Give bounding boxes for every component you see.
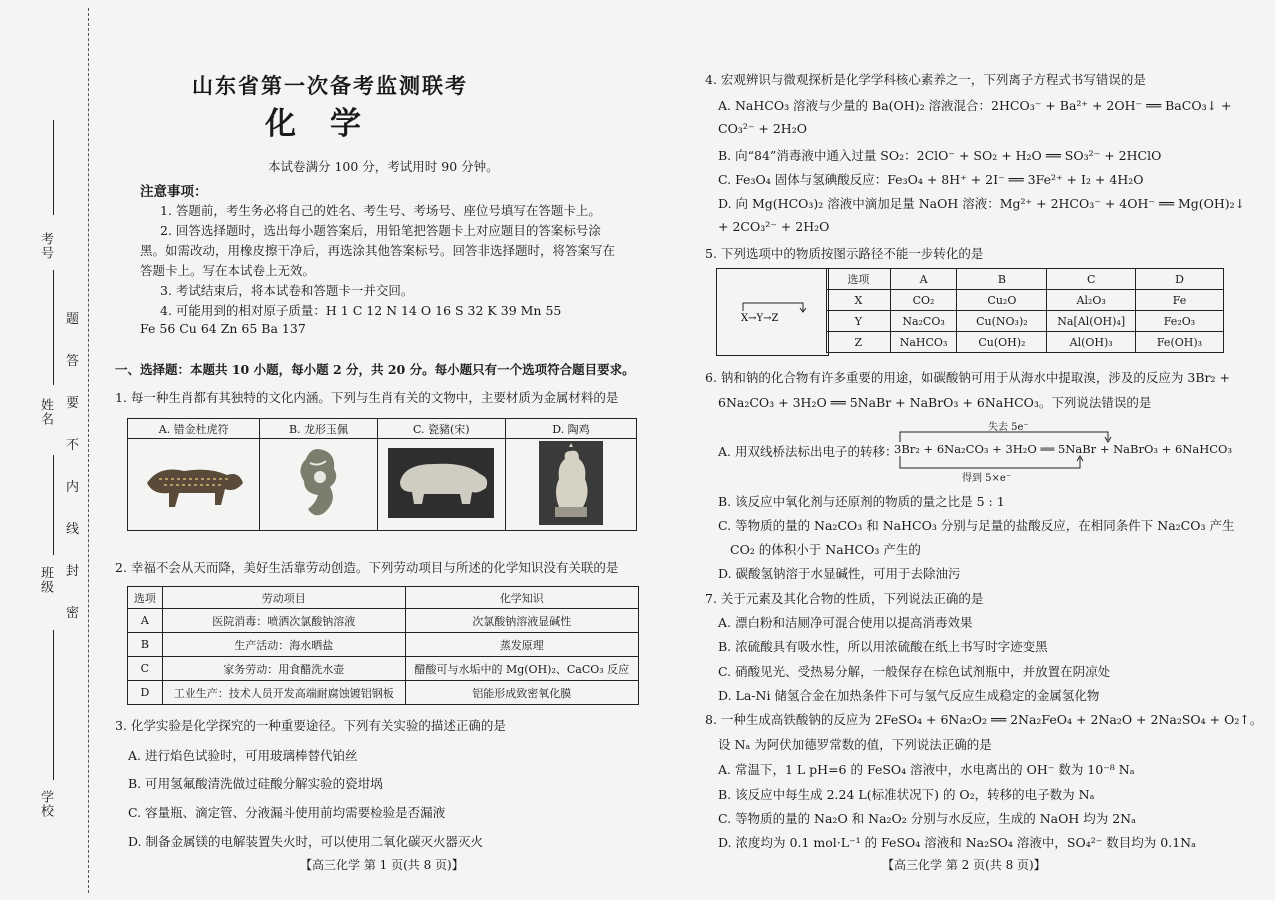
- section-title: 一、选择题：本题共 10 小题，每小题 2 分，共 20 分。每小题只有一个选项符合题目要求。: [115, 362, 635, 377]
- q8-line: 8. 一种生成高铁酸钠的反应为 2FeSO₄ + 6Na₂O₂ ══ 2Na₂FeO₄ + 2Na₂O + 2Na₂SO₄ + O₂↑。: [705, 712, 1263, 727]
- q7-option: D. La-Ni 储氢合金在加热条件下可与氢气反应生成稳定的金属氢化物: [718, 688, 1100, 703]
- q5-diagram-box: [716, 268, 829, 356]
- pottery-rooster-image: [505, 439, 636, 531]
- notice-line: 答题卡上。写在本试卷上无效。: [140, 263, 316, 278]
- q2-cell: D: [128, 681, 163, 705]
- q3-option: A. 进行焰色试验时，可用玻璃棒替代铂丝: [128, 748, 358, 763]
- q5-cell: Y: [827, 311, 891, 332]
- seal-char: 封: [66, 564, 80, 579]
- q8-line: 设 Nₐ 为阿伏加德罗常数的值，下列说法正确的是: [718, 737, 992, 752]
- q1-relic-table: [127, 418, 637, 531]
- q1-option-b: B. 龙形玉佩: [260, 419, 377, 439]
- q8-line: D. 浓度均为 0.1 mol·L⁻¹ 的 FeSO₄ 溶液和 Na₂SO₄ 溶液中，SO₄²⁻ 数目均为 0.1Nₐ: [718, 835, 1196, 850]
- q2-cell: 工业生产：技术人员开发高端耐腐蚀镀铝钢板: [162, 681, 405, 705]
- seal-char: 答: [66, 354, 80, 369]
- page2-footer: 【高三化学 第 2 页(共 8 页)】: [882, 858, 1046, 872]
- kaohao-line: [53, 120, 54, 215]
- q6-stem: 6Na₂CO₃ + 3H₂O ══ 5NaBr + NaBrO₃ + 6NaHCO₃。下列说法错误的是: [718, 395, 1152, 410]
- q5-cell: Na[Al(OH)₄]: [1047, 311, 1136, 332]
- q2-cell: 次氯酸钠溶液显碱性: [405, 609, 638, 633]
- q4-line: D. 向 Mg(HCO₃)₂ 溶液中滴加足量 NaOH 溶液：Mg²⁺ + 2HCO₃⁻ + 4OH⁻ ══ Mg(OH)₂↓: [718, 196, 1246, 211]
- seal-char: 要: [66, 396, 80, 411]
- q2-cell: 蒸发原理: [405, 633, 638, 657]
- xingming-label: 姓名: [38, 398, 53, 426]
- q5-header: B: [957, 269, 1047, 290]
- notice-heading: 注意事项：: [140, 184, 208, 200]
- q2-cell: 铝能形成致密氧化膜: [405, 681, 638, 705]
- notice-line: Fe 56 Cu 64 Zn 65 Ba 137: [140, 321, 306, 336]
- seal-char: 不: [66, 438, 80, 453]
- q5-cell: Z: [827, 332, 891, 353]
- q2-cell: 生产活动：海水晒盐: [162, 633, 405, 657]
- dragon-jade-pendant-image: [260, 439, 377, 531]
- xuexiao-line: [53, 630, 54, 780]
- q6-gain-electrons: 得到 5×e⁻: [962, 473, 1012, 484]
- q2-cell: 医院消毒：喷洒次氯酸钠溶液: [162, 609, 405, 633]
- notice-line: 2. 回答选择题时，选出每小题答案后，用铅笔把答题卡上对应题目的答案标号涂: [160, 223, 601, 238]
- q1-option-c: C. 瓷豬(宋): [377, 419, 505, 439]
- banji-line: [53, 455, 54, 555]
- q4-line: + 2CO₃²⁻ + 2H₂O: [718, 219, 830, 234]
- q4-line: B. 向“84”消毒液中通入过量 SO₂：2ClO⁻ + SO₂ + H₂O ══ SO₃²⁻ + 2HClO: [718, 148, 1162, 163]
- q5-cell: X: [827, 290, 891, 311]
- xingming-line: [53, 270, 54, 385]
- q5-cell: Al(OH)₃: [1047, 332, 1136, 353]
- q5-header: C: [1047, 269, 1136, 290]
- q5-cell: Fe: [1135, 290, 1223, 311]
- q5-header: 选项: [827, 269, 891, 290]
- q6-option: CO₂ 的体积小于 NaHCO₃ 产生的: [730, 542, 921, 557]
- q2-cell: 醋酸可与水垢中的 Mg(OH)₂、CaCO₃ 反应: [405, 657, 638, 681]
- binding-margin: [0, 0, 95, 900]
- q4-line: A. NaHCO₃ 溶液与少量的 Ba(OH)₂ 溶液混合：2HCO₃⁻ + Ba²⁺ + 2OH⁻ ══ BaCO₃↓ +: [718, 98, 1232, 113]
- q5-cell: Fe₂O₃: [1135, 311, 1223, 332]
- notice-line: 1. 答题前，考生务必将自己的姓名、考生号、考场号、座位号填写在答题卡上。: [160, 203, 601, 218]
- q2-cell: C: [128, 657, 163, 681]
- q5-table: [826, 268, 1224, 353]
- q7-option: B. 浓硫酸具有吸水性，所以用浓硫酸在纸上书写时字迹变黑: [718, 639, 1048, 654]
- q4-line: CO₃²⁻ + 2H₂O: [718, 121, 807, 136]
- q4-line: C. Fe₃O₄ 固体与氢碘酸反应：Fe₃O₄ + 8H⁺ + 2I⁻ ══ 3Fe²⁺ + I₂ + 4H₂O: [718, 172, 1144, 187]
- q5-cell: Al₂O₃: [1047, 290, 1136, 311]
- kaohao-label: 考号: [38, 232, 53, 260]
- seal-char: 题: [66, 312, 80, 327]
- q2-cell: B: [128, 633, 163, 657]
- q5-cell: Cu(OH)₂: [957, 332, 1047, 353]
- q1-option-a: A. 错金杜虎符: [128, 419, 260, 439]
- q5-cell: CO₂: [890, 290, 957, 311]
- q3-option: D. 制备金属镁的电解装置失火时，可以使用二氧化碳灭火器灭火: [128, 834, 484, 849]
- q2-cell: A: [128, 609, 163, 633]
- seal-char: 线: [66, 522, 80, 537]
- q7-option: A. 漂白粉和洁厕净可混合使用以提高消毒效果: [718, 615, 973, 630]
- q6-option: C. 等物质的量的 Na₂CO₃ 和 NaHCO₃ 分别与足量的盐酸反应，在相同条件下 Na₂CO₃ 产生: [718, 518, 1235, 533]
- xuexiao-label: 学校: [38, 790, 53, 818]
- q6-stem: 6. 钠和钠的化合物有许多重要的用途，如碳酸钠可用于从海水中提取溴，涉及的反应为 3Br₂ +: [705, 370, 1230, 385]
- q5-cell: Cu₂O: [957, 290, 1047, 311]
- q7-option: C. 硝酸见光、受热易分解，一般保存在棕色试剂瓶中，并放置在阴凉处: [718, 664, 1111, 679]
- seal-char: 密: [66, 606, 80, 621]
- subject-title: 化学: [265, 106, 395, 142]
- q5-stem: 5. 下列选项中的物质按图示路径不能一步转化的是: [705, 246, 984, 261]
- q3-option: B. 可用氢氟酸清洗做过硅酸分解实验的瓷坩埚: [128, 776, 383, 791]
- porcelain-pig-image: [377, 439, 505, 531]
- q6-option: D. 碳酸氢钠溶于水显碱性，可用于去除油污: [718, 566, 961, 581]
- q2-table: [127, 586, 639, 705]
- q5-cell: Na₂CO₃: [890, 311, 957, 332]
- q1-option-d: D. 陶鸡: [505, 419, 636, 439]
- q6-option-a-prefix: A. 用双线桥法标出电子的转移：: [718, 444, 898, 459]
- q4-stem: 4. 宏观辨识与微观探析是化学学科核心素养之一，下列离子方程式书写错误的是: [705, 72, 1146, 87]
- q1-stem: 1. 每一种生肖都有其独特的文化内涵。下列与生肖有关的文物中，主要材质为金属材料的是: [115, 390, 619, 405]
- notice-line: 4. 可能用到的相对原子质量：H 1 C 12 N 14 O 16 S 32 K 39 Mn 55: [160, 303, 562, 318]
- banji-label: 班级: [38, 566, 53, 594]
- seal-char: 内: [66, 480, 80, 495]
- q8-line: C. 等物质的量的 Na₂O 和 Na₂O₂ 分别与水反应，生成的 NaOH 均为 2Nₐ: [718, 811, 1136, 826]
- q6-option-a-equation: 3Br₂ + 6Na₂CO₃ + 3H₂O ══ 5NaBr + NaBrO₃ + 6NaHCO₃: [894, 442, 1233, 456]
- page1-footer: 【高三化学 第 1 页(共 8 页)】: [300, 858, 464, 872]
- q2-header: 选项: [128, 587, 163, 609]
- q5-cell: Cu(NO₃)₂: [957, 311, 1047, 332]
- q6-lose-electrons: 失去 5e⁻: [988, 422, 1029, 433]
- q2-header: 劳动项目: [162, 587, 405, 609]
- q3-stem: 3. 化学实验是化学探究的一种重要途径。下列有关实验的描述正确的是: [115, 718, 506, 733]
- q2-stem: 2. 幸福不会从天而降，美好生活靠劳动创造。下列劳动项目与所述的化学知识没有关联的是: [115, 560, 619, 575]
- q8-line: A. 常温下，1 L pH=6 的 FeSO₄ 溶液中，水电离出的 OH⁻ 数为 10⁻⁸ Nₐ: [718, 762, 1135, 777]
- seal-dashed-line: [88, 8, 89, 893]
- tiger-tally-image: [128, 439, 260, 531]
- notice-line: 3. 考试结束后，将本试卷和答题卡一并交回。: [160, 283, 414, 298]
- q8-line: B. 该反应中每生成 2.24 L(标准状况下) 的 O₂，转移的电子数为 Nₐ: [718, 787, 1095, 802]
- q7-stem: 7. 关于元素及其化合物的性质，下列说法正确的是: [705, 591, 984, 606]
- q2-cell: 家务劳动：用食醋洗水壶: [162, 657, 405, 681]
- q5-arrow-diagram: [717, 269, 828, 355]
- exam-title: 山东省第一次备考监测联考: [192, 73, 468, 98]
- notice-line: 黑。如需改动，用橡皮擦干净后，再选涂其他答案标号。回答非选择题时，将答案写在: [140, 243, 616, 258]
- q5-header: D: [1135, 269, 1223, 290]
- q3-option: C. 容量瓶、滴定管、分液漏斗使用前均需要检验是否漏液: [128, 805, 446, 820]
- q6-option: B. 该反应中氧化剂与还原剂的物质的量之比是 5 : 1: [718, 494, 1005, 509]
- q2-header: 化学知识: [405, 587, 638, 609]
- exam-intro: 本试卷满分 100 分，考试用时 90 分钟。: [268, 159, 499, 174]
- q5-diagram-text: X→Y→Z: [741, 313, 779, 324]
- q5-cell: Fe(OH)₃: [1135, 332, 1223, 353]
- q5-cell: NaHCO₃: [890, 332, 957, 353]
- q5-header: A: [890, 269, 957, 290]
